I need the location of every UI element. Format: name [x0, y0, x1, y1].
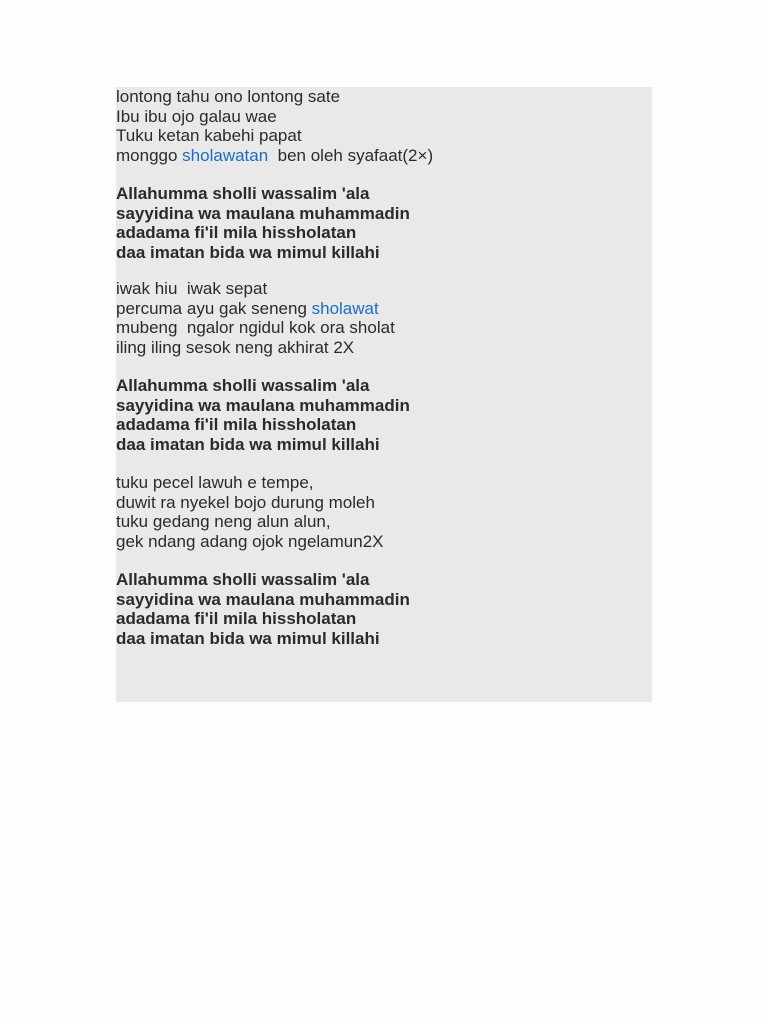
verse-2 — [116, 279, 652, 357]
chorus-line-3: adadama fi'il mila hissholatan — [116, 415, 357, 434]
verse-2-line-2 — [116, 299, 652, 319]
verse-2-line-3: mubeng ngalor ngidul kok ora sholat — [116, 318, 395, 337]
verse-1-line-4-text: monggo — [116, 145, 183, 165]
verse-3-line-3: tuku gedang neng alun alun, — [116, 512, 331, 531]
verse-2-line-1: iwak hiu iwak sepat — [116, 279, 268, 298]
chorus-line-2: sayyidina wa maulana muhammadin — [116, 395, 410, 415]
chorus-line-1: Allahumma sholli wassalim 'ala — [116, 376, 370, 395]
verse-1 — [116, 87, 652, 165]
verse-1-line-3: Tuku ketan kabehi papat — [116, 126, 302, 145]
lyrics-content — [116, 87, 652, 648]
chorus-1 — [116, 184, 652, 262]
chorus-line-3: adadama fi'il mila hissholatan — [116, 609, 357, 628]
chorus-line-2: sayyidina wa maulana muhammadin — [116, 589, 410, 609]
chorus-line-4: daa imatan bida wa mimul killahi — [116, 242, 380, 262]
sholawat-link[interactable]: sholawat — [311, 298, 379, 318]
verse-3-line-2: duwit ra nyekel bojo durung moleh — [116, 492, 375, 512]
verse-2-line-2-text: percuma ayu gak seneng — [116, 298, 312, 318]
chorus-line-2: sayyidina wa maulana muhammadin — [116, 203, 410, 223]
chorus-2 — [116, 376, 652, 454]
chorus-line-4: daa imatan bida wa mimul killahi — [116, 628, 380, 648]
chorus-line-1: Allahumma sholli wassalim 'ala — [116, 570, 370, 589]
verse-1-line-1: lontong tahu ono lontong sate — [116, 87, 341, 106]
sholawatan-link[interactable]: sholawatan — [182, 145, 269, 165]
verse-1-line-2: Ibu ibu ojo galau wae — [116, 106, 277, 126]
verse-2-line-4: iling iling sesok neng akhirat 2X — [116, 337, 355, 357]
chorus-3 — [116, 570, 652, 648]
verse-1-line-4-suffix: ben oleh syafaat(2×) — [268, 145, 434, 165]
chorus-line-4: daa imatan bida wa mimul killahi — [116, 434, 380, 454]
chorus-line-1: Allahumma sholli wassalim 'ala — [116, 184, 370, 203]
chorus-line-3: adadama fi'il mila hissholatan — [116, 223, 357, 242]
verse-1-line-4 — [116, 146, 652, 166]
verse-3 — [116, 473, 652, 551]
verse-3-line-4: gek ndang adang ojok ngelamun2X — [116, 531, 384, 551]
verse-3-line-1: tuku pecel lawuh e tempe, — [116, 473, 314, 492]
